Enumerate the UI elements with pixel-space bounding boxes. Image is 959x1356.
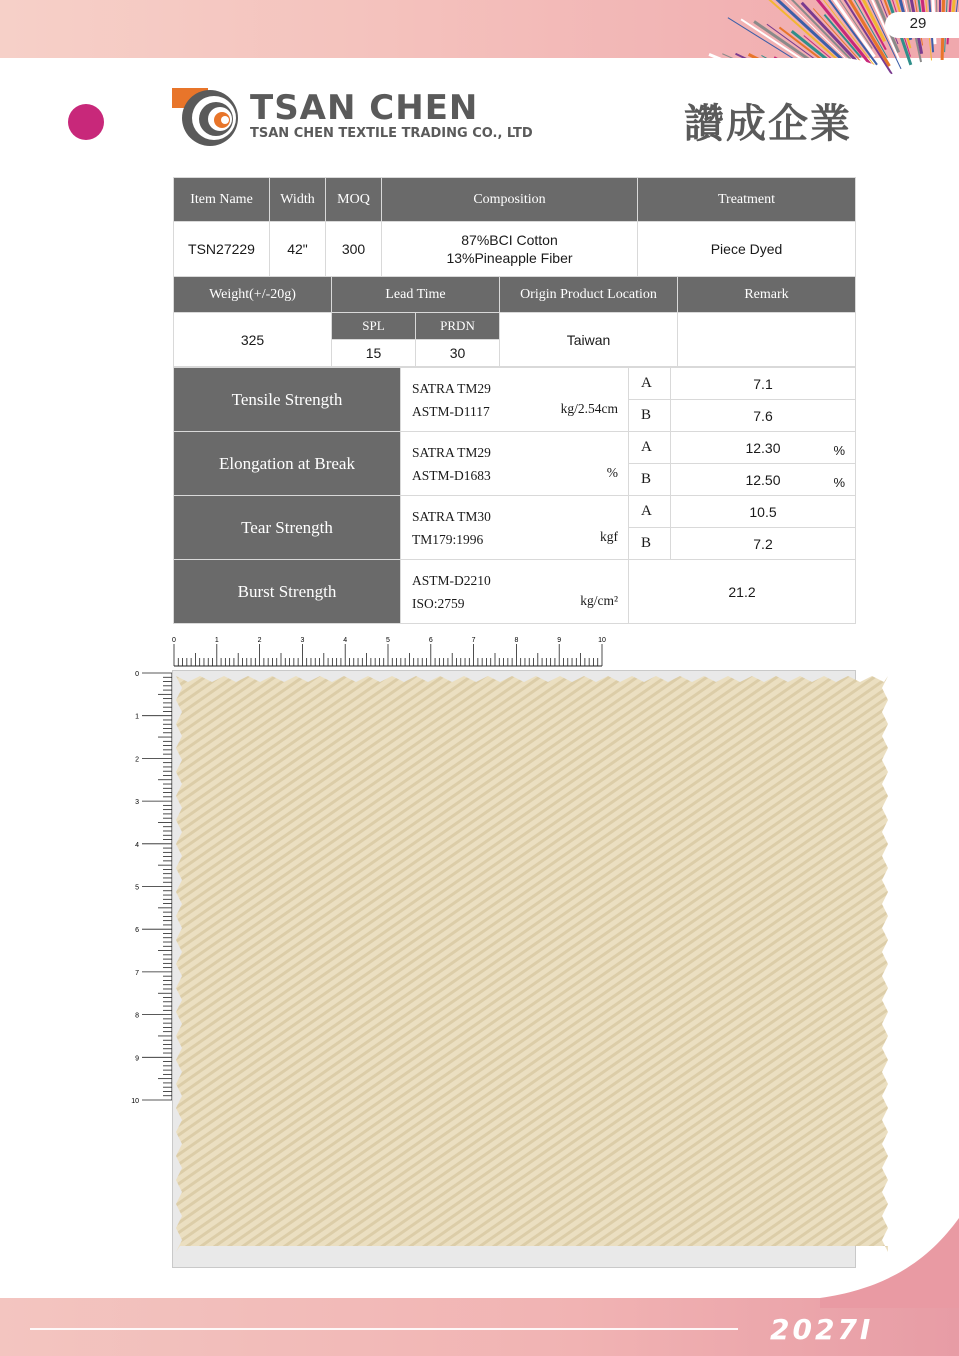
elongation-b-label: B: [629, 464, 671, 496]
tensile-a-label: A: [629, 368, 671, 400]
tensile-a-number: 7.1: [753, 375, 773, 392]
ruler-h-label: 3: [300, 637, 305, 644]
tear-a-label: A: [629, 496, 671, 528]
tear-b-number: 7.2: [753, 535, 773, 552]
elongation-method: [401, 432, 629, 496]
tensile-method: [401, 368, 629, 432]
header-lead-time: Lead Time: [332, 277, 500, 313]
composition-value: [382, 222, 638, 277]
accent-dot: [68, 104, 104, 140]
burst-unit: kg/cm²: [580, 593, 618, 608]
ruler-v-label: 5: [135, 884, 139, 892]
burst-value: 21.2: [629, 560, 856, 624]
test-results-table: [173, 367, 856, 624]
burst-method: [401, 560, 629, 624]
tear-b-value: [671, 528, 856, 560]
burst-method-2: ISO:2759: [412, 595, 465, 611]
composition-line-2: 13%Pineapple Fiber: [446, 250, 573, 266]
brand-subtitle: TSAN CHEN TEXTILE TRADING CO., LTD: [250, 126, 533, 141]
header-origin: Origin Product Location: [500, 277, 678, 313]
tear-method-1: SATRA TM30: [412, 508, 491, 524]
elongation-a-value: [671, 432, 856, 464]
elongation-unit: %: [606, 465, 618, 480]
tensile-b-label: B: [629, 400, 671, 432]
ruler-h-label: 9: [557, 637, 562, 644]
tensile-b-value: [671, 400, 856, 432]
ruler-v-label: 6: [135, 927, 139, 935]
tear-unit: kgf: [600, 529, 618, 544]
moq-value: 300: [326, 222, 382, 277]
tensile-unit: kg/2.54cm: [560, 401, 618, 416]
header-composition: Composition: [382, 178, 638, 222]
composition-line-1: 87%BCI Cotton: [461, 232, 558, 248]
ruler-h-label: 7: [471, 637, 476, 644]
ruler-v-label: 9: [135, 1055, 139, 1063]
burst-method-1: ASTM-D2210: [412, 572, 491, 588]
season-code: 2027I: [770, 1313, 874, 1346]
brand-chinese-name: 讚成企業: [684, 100, 852, 147]
ruler-v-label: 2: [135, 756, 139, 764]
ruler-h-label: 8: [514, 637, 519, 644]
weight-value: 325: [174, 313, 332, 367]
treatment-value: Piece Dyed: [638, 222, 856, 277]
ruler-h-label: 1: [214, 637, 219, 644]
spec-table: [173, 177, 856, 277]
tear-strength-label: Tear Strength: [174, 496, 401, 560]
burst-strength-label: Burst Strength: [174, 560, 401, 624]
header-remark: Remark: [678, 277, 856, 313]
header-width: Width: [270, 178, 326, 222]
ruler-v-label: 8: [135, 1012, 139, 1020]
remark-value: [678, 313, 856, 367]
elongation-method-2: ASTM-D1683: [412, 467, 491, 483]
ruler-h-label: 10: [598, 637, 606, 644]
ruler-v-label: 1: [135, 713, 139, 721]
fabric-swatch-image: [176, 676, 888, 1252]
elongation-a-label: A: [629, 432, 671, 464]
tear-a-number: 10.5: [749, 503, 777, 520]
elongation-label: Elongation at Break: [174, 432, 401, 496]
spl-value: 15: [332, 340, 416, 367]
origin-value: Taiwan: [500, 313, 678, 367]
tensile-method-1: SATRA TM29: [412, 380, 491, 396]
width-value: 42": [270, 222, 326, 277]
tear-method-2: TM179:1996: [412, 531, 484, 547]
header-item-name: Item Name: [174, 178, 270, 222]
ruler-h-label: 5: [386, 637, 390, 644]
ruler-horizontal: [130, 632, 620, 672]
tensile-strength-label: Tensile Strength: [174, 368, 401, 432]
footer-line: [30, 1328, 738, 1330]
brand-name: TSAN CHEN: [250, 88, 479, 128]
elongation-a-number: 12.30: [745, 439, 781, 456]
elongation-b-value: [671, 464, 856, 496]
elongation-b-suffix: %: [833, 475, 845, 490]
footer-curve-graphic: [820, 1218, 959, 1308]
tensile-a-value: [671, 368, 856, 400]
ruler-h-label: 6: [428, 637, 433, 644]
tear-a-value: [671, 496, 856, 528]
elongation-a-suffix: %: [833, 443, 845, 458]
ruler-v-label: 7: [135, 969, 139, 977]
elongation-method-1: SATRA TM29: [412, 444, 491, 460]
header-treatment: Treatment: [638, 178, 856, 222]
tear-b-label: B: [629, 528, 671, 560]
ruler-h-label: 0: [172, 637, 176, 644]
ruler-v-label: 0: [135, 671, 139, 678]
header-weight: Weight(+/-20g): [174, 277, 332, 313]
ruler-h-label: 4: [343, 637, 348, 644]
logistics-table: [173, 276, 856, 367]
ruler-vertical: [126, 664, 174, 1110]
tsan-chen-logo-icon: [172, 86, 238, 148]
tear-method: [401, 496, 629, 560]
header-moq: MOQ: [326, 178, 382, 222]
ruler-h-label: 2: [257, 637, 262, 644]
header-spl: SPL: [332, 313, 416, 340]
ruler-v-label: 4: [135, 841, 139, 849]
page-number: 29: [909, 15, 927, 32]
prdn-value: 30: [416, 340, 500, 367]
ruler-v-label: 10: [131, 1098, 139, 1105]
tensile-method-2: ASTM-D1117: [412, 403, 490, 419]
tensile-b-number: 7.6: [753, 407, 773, 424]
item-name-value: TSN27229: [174, 222, 270, 277]
ruler-v-label: 3: [135, 799, 139, 807]
header-prdn: PRDN: [416, 313, 500, 340]
elongation-b-number: 12.50: [745, 471, 781, 488]
